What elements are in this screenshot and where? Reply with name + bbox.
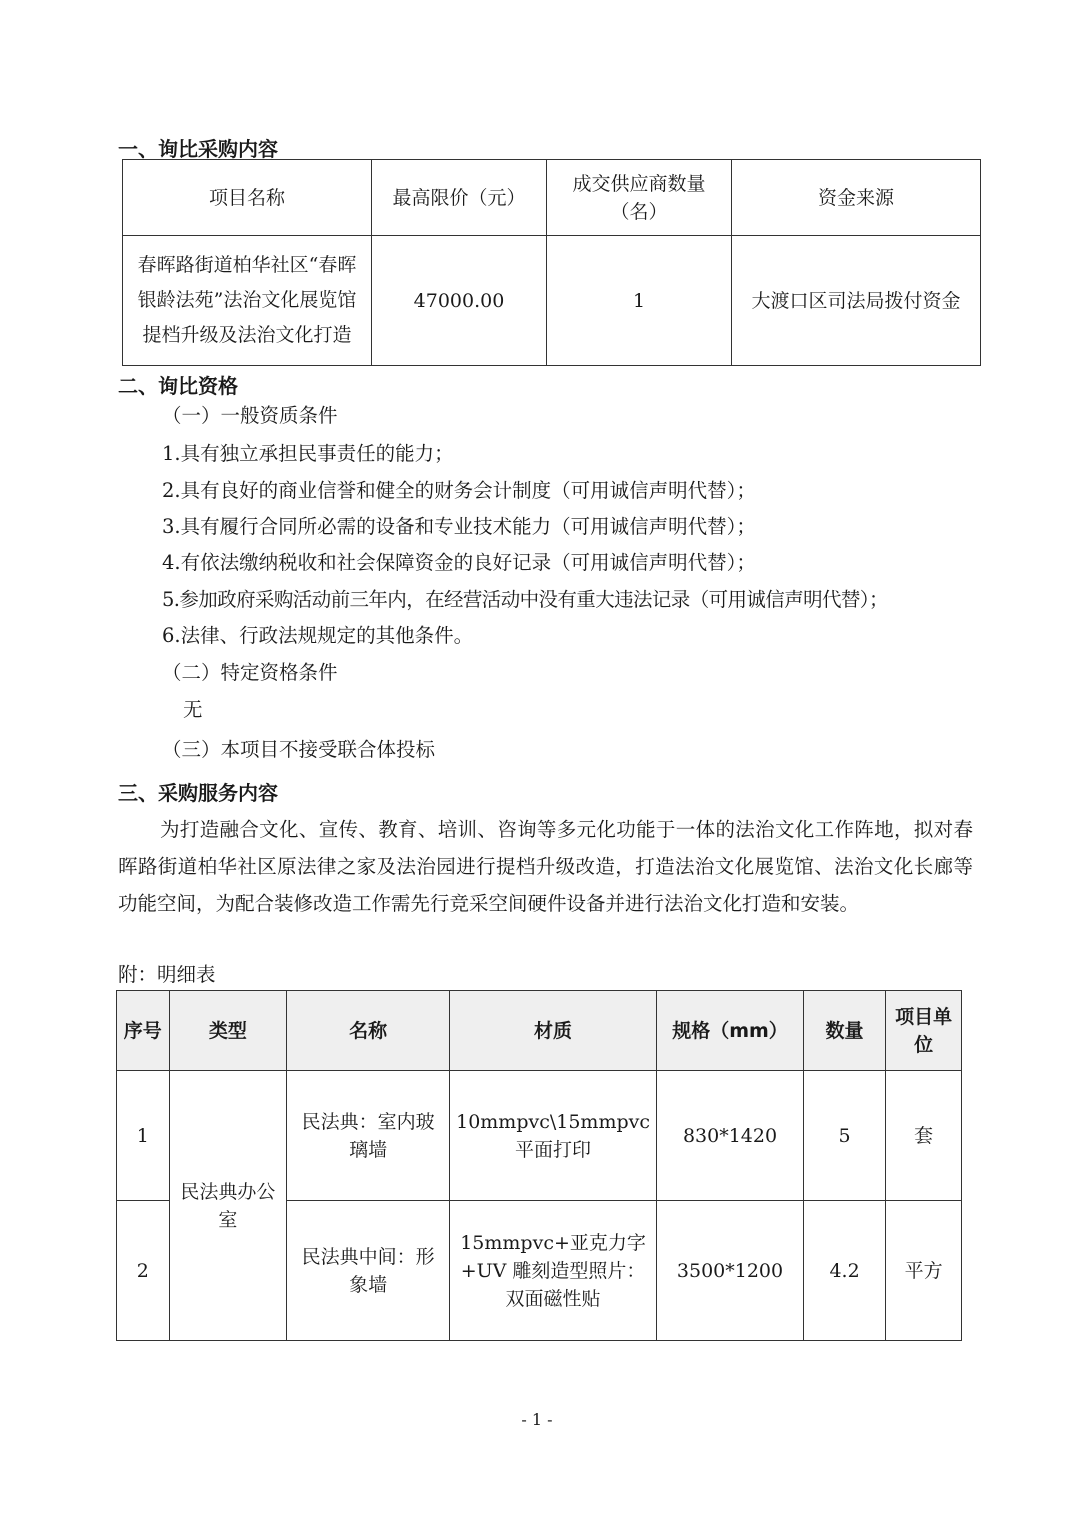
qualification-item: 4.有依法缴纳税收和社会保障资金的良好记录（可用诚信声明代替）； (162, 551, 756, 574)
cell-project-name: 春晖路街道柏华社区“春晖银龄法苑”法治文化展览馆提档升级及法治文化打造 (123, 236, 372, 366)
section-heading-3: 三、采购服务内容 (118, 781, 278, 805)
appendix-label: 附：明细表 (118, 963, 216, 986)
cell-name: 民法典：室内玻璃墙 (287, 1071, 450, 1201)
service-paragraph: 为打造融合文化、宣传、教育、培训、咨询等多元化功能于一体的法治文化工作阵地，拟对春晖路街道柏华社区原法律之家及法治园进行提档升级改造，打造法治文化展览馆、法治文化长廊等功能空间，为配合装修改造工作需先行竞采空间硬件设备并进行法治文化打造和安装。 (118, 818, 973, 915)
header-spec: 规格（mm） (657, 991, 804, 1071)
specific-qualification-value: 无 (183, 698, 203, 721)
header-max-price: 最高限价（元） (372, 160, 547, 236)
page-number: - 1 - (521, 1410, 553, 1429)
cell-material: 10mmpvc\15mmpvc平面打印 (450, 1071, 657, 1201)
header-material: 材质 (450, 991, 657, 1071)
cell-qty: 5 (803, 1071, 885, 1201)
cell-spec: 3500*1200 (657, 1201, 804, 1341)
qualification-item: 5.参加政府采购活动前三年内，在经营活动中没有重大违法记录（可用诚信声明代替）； (162, 588, 888, 611)
qualification-item: 1.具有独立承担民事责任的能力； (162, 442, 454, 465)
general-qualification-title: （一）一般资质条件 (162, 404, 338, 427)
qualification-item: 2.具有良好的商业信誉和健全的财务会计制度（可用诚信声明代替）； (162, 479, 756, 502)
cell-qty: 4.2 (803, 1201, 885, 1341)
header-unit: 项目单位 (886, 991, 962, 1071)
specific-qualification-title: （二）特定资格条件 (162, 661, 338, 684)
cell-material: 15mmpvc+亚克力字+UV 雕刻造型照片：双面磁性贴 (450, 1201, 657, 1341)
header-no: 序号 (117, 991, 170, 1071)
consortium-note: （三）本项目不接受联合体投标 (162, 738, 436, 761)
cell-fund-source: 大渡口区司法局拨付资金 (732, 236, 981, 366)
header-supplier-count: 成交供应商数量（名） (547, 160, 732, 236)
section-heading-1: 一、询比采购内容 (118, 137, 278, 161)
procurement-table (122, 159, 981, 366)
qualification-item: 3.具有履行合同所必需的设备和专业技术能力（可用诚信声明代替）； (162, 515, 756, 538)
qualification-item: 6.法律、行政法规规定的其他条件。 (162, 624, 474, 647)
header-name: 名称 (287, 991, 450, 1071)
cell-unit: 套 (886, 1071, 962, 1201)
cell-name: 民法典中间：形象墙 (287, 1201, 450, 1341)
cell-no: 2 (117, 1201, 170, 1341)
cell-no: 1 (117, 1071, 170, 1201)
cell-spec: 830*1420 (657, 1071, 804, 1201)
table-row (117, 1071, 962, 1201)
header-project-name: 项目名称 (123, 160, 372, 236)
header-qty: 数量 (803, 991, 885, 1071)
header-type: 类型 (169, 991, 287, 1071)
cell-category: 民法典办公室 (169, 1071, 287, 1341)
cell-max-price: 47000.00 (372, 236, 547, 366)
detail-table (116, 990, 962, 1341)
cell-supplier-count: 1 (547, 236, 732, 366)
section-heading-2: 二、询比资格 (118, 374, 238, 398)
header-fund-source: 资金来源 (732, 160, 981, 236)
cell-unit: 平方 (886, 1201, 962, 1341)
